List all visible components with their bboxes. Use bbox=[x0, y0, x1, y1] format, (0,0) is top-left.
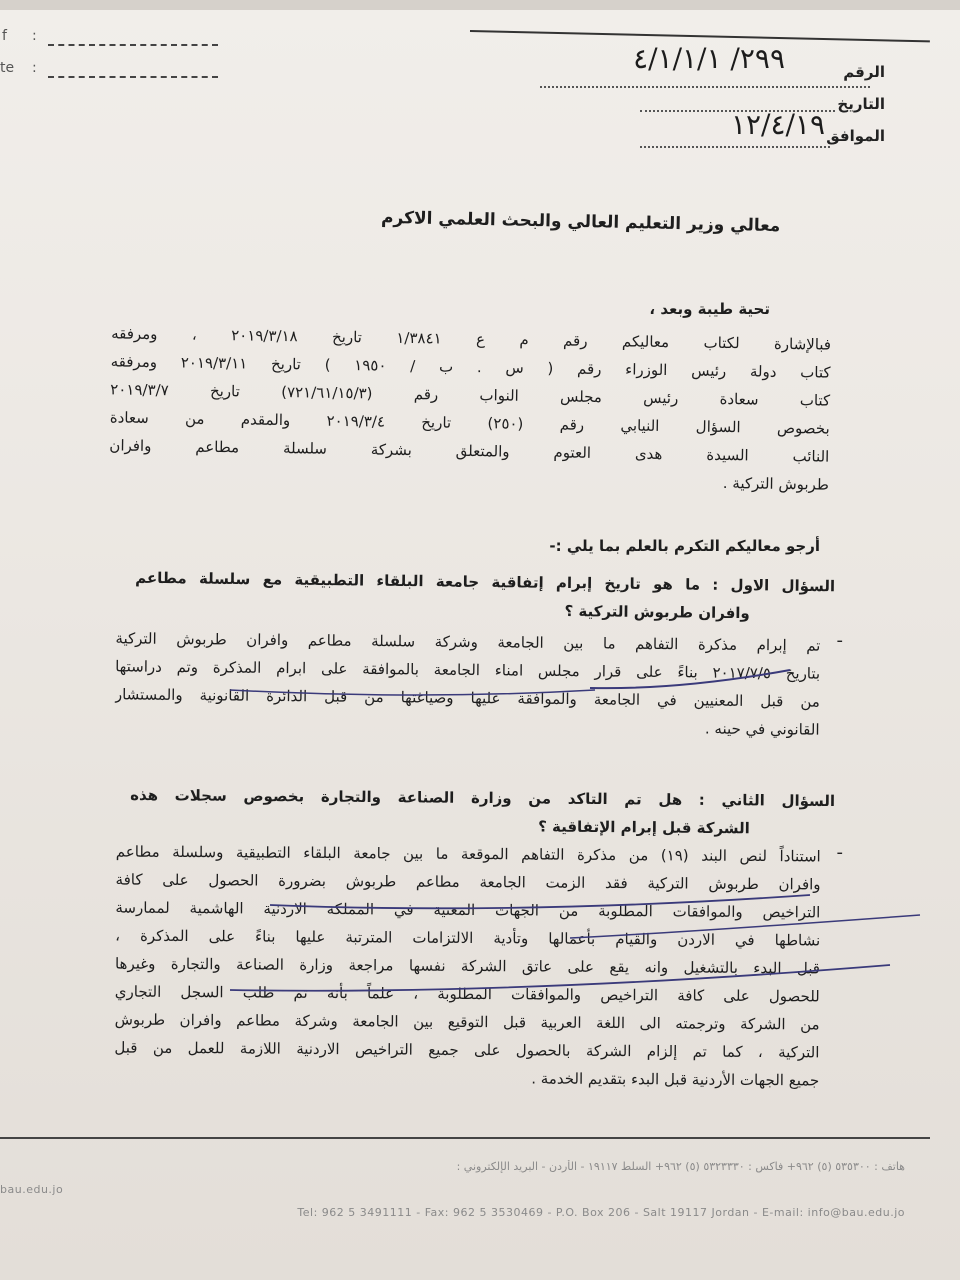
answer-1-line: من قبل المعنيين في الجامعة والموافقة عليها وصياغتها من قبل الدائرة القانونية والمستشار bbox=[114, 685, 820, 711]
greeting: تحية طيبة وبعد ، bbox=[649, 300, 770, 318]
question-1-line: وافران طربوش التركية ؟ bbox=[564, 601, 750, 623]
answer-2-line: جميع الجهات الأردنية قبل البدء بتقديم الخدمة . bbox=[531, 1069, 820, 1090]
intro-paragraph bbox=[109, 319, 832, 498]
number-value: ٢٩٩/ ٤/١/١/١ bbox=[633, 42, 785, 75]
corresponding-label: الموافق bbox=[826, 127, 885, 145]
number-dots bbox=[540, 86, 870, 88]
corresponding-dots bbox=[640, 146, 830, 148]
question-1-line: السؤال الاول : ما هو تاريخ إبرام إتفاقية جامعة البلقاء التطبيقية مع سلسلة مطاعم bbox=[135, 568, 836, 596]
intro-line: كتاب سعادة رئيس مجلس النواب رقم (٧٢١/٦١/١٥/٣) تاريخ ٢٠١٩/٣/٧ bbox=[110, 380, 831, 410]
intro-line: فبالإشارة لكتاب معاليكم رقم م ع ١/٣٨٤١ تاريخ ٢٠١٩/٣/١٨ ، ومرفقه bbox=[111, 324, 832, 354]
number-label: الرقم bbox=[843, 63, 885, 81]
answer-1-line: تم إبرام مذكرة التفاهم ما بين الجامعة وشركة سلسلة مطاعم وافران طربوش التركية bbox=[115, 629, 821, 655]
answer-1-line: القانوني في حينه . bbox=[704, 719, 820, 739]
answer-2-line: استناداً لنص البند (١٩) من مذكرة التفاهم الموقعة ما بين جامعة البلقاء التطبيقية وسلسلة مطاعم bbox=[115, 842, 821, 866]
side-colon-1: : bbox=[32, 28, 37, 44]
side-label-2: te bbox=[0, 60, 15, 76]
answer-2 bbox=[114, 838, 821, 1095]
intro-line: طربوش التركية . bbox=[722, 473, 829, 494]
footer-contact-english: Tel: 962 5 3491111 - Fax: 962 5 3530469 - P.O. Box 206 - Salt 19117 Jordan - E-mail: info@bau.edu.jo bbox=[297, 1206, 905, 1219]
question-1 bbox=[135, 564, 836, 629]
bullet-2: - bbox=[836, 842, 843, 863]
footer-contact-arabic: هاتف : ٥٣٥٣٠٠ (٥) ٩٦٢+ فاكس : ٥٣٢٣٣٣٠ (٥) ٩٦٢+ السلط ١٩١١٧ - الأردن - البريد الإلكتروني : bbox=[456, 1160, 905, 1173]
answer-2-line: قبل البدء بالتشغيل وانه يقع على عاتق الشركة نفسها مراجعة وزارة الصناعة والتجارة وغيرها bbox=[114, 954, 821, 978]
question-2-line: السؤال الثاني : هل تم التاكد من وزارة الصناعة والتجارة بخصوص سجلات هذه bbox=[130, 785, 836, 811]
answer-1 bbox=[114, 624, 820, 743]
answer-2-line: وافران طربوش التركية فقد الزمت الجامعة مطاعم طربوش بضرورة الحصول على كافة bbox=[115, 870, 821, 894]
question-2-line: الشركة قبل إبرام الإتفاقية ؟ bbox=[538, 817, 750, 838]
answer-2-line: نشاطها في الاردن والقيام بأعمالها وتأدية الالتزامات المترتبة عليها بناءً على المذكرة ، bbox=[115, 926, 821, 950]
date-label: التاريخ bbox=[837, 95, 885, 113]
answer-2-line: من الشركة وترجمته الى اللغة العربية قبل التوقيع بين الجامعة وشركة مطاعم وافران طربوش bbox=[114, 1010, 820, 1034]
intro-line: بخصوص السؤال النيابي رقم (٢٥٠) تاريخ ٢٠١٩/٣/٤ والمقدم من سعادة bbox=[109, 408, 830, 438]
addressee-title: معالي وزير التعليم العالي والبحث العلمي الاكرم bbox=[380, 207, 781, 237]
side-colon-2: : bbox=[32, 60, 37, 76]
bullet-1: - bbox=[836, 630, 843, 651]
answer-2-line: للحصول على كافة التراخيص والموافقات المطلوبة ، علماً بأنه تم طلب السجل التجاري bbox=[114, 982, 820, 1006]
corresponding-value: ١٢/٤/١٩ bbox=[730, 108, 825, 141]
footer-website: bau.edu.jo bbox=[0, 1183, 64, 1196]
answer-1-line: بتاريخ ٢٠١٧/٧/٥ بناءً على قرار مجلس امناء الجامعة بالموافقة على ابرام المذكرة وتم دراستها bbox=[115, 657, 821, 683]
top-strip bbox=[0, 0, 960, 10]
answer-2-line: التراخيص والموافقات المطلوبة من الجهات المعنية في المملكة الاردنية الهاشمية لممارسة bbox=[115, 898, 821, 922]
footer-rule bbox=[0, 1137, 930, 1139]
question-2 bbox=[130, 781, 835, 843]
answer-2-line: التركية ، كما تم إلزام الشركة بالحصول على جميع التراخيص الاردنية اللازمة للعمل من قبل bbox=[114, 1038, 820, 1062]
side-dash-2 bbox=[48, 76, 218, 78]
header-rule bbox=[470, 30, 930, 42]
intro-line: النائب السيدة هدى العتوم والمتعلق بشركة سلسلة مطاعم وافران bbox=[109, 436, 830, 466]
request-line: أرجو معاليكم التكرم بالعلم بما يلي :- bbox=[549, 537, 820, 555]
side-label-1: f bbox=[2, 28, 7, 44]
side-dash-1 bbox=[48, 44, 218, 46]
intro-line: كتاب دولة رئيس الوزراء رقم ( س . ب / ١٩٥٠ ) تاريخ ٢٠١٩/٣/١١ ومرفقه bbox=[110, 352, 831, 382]
